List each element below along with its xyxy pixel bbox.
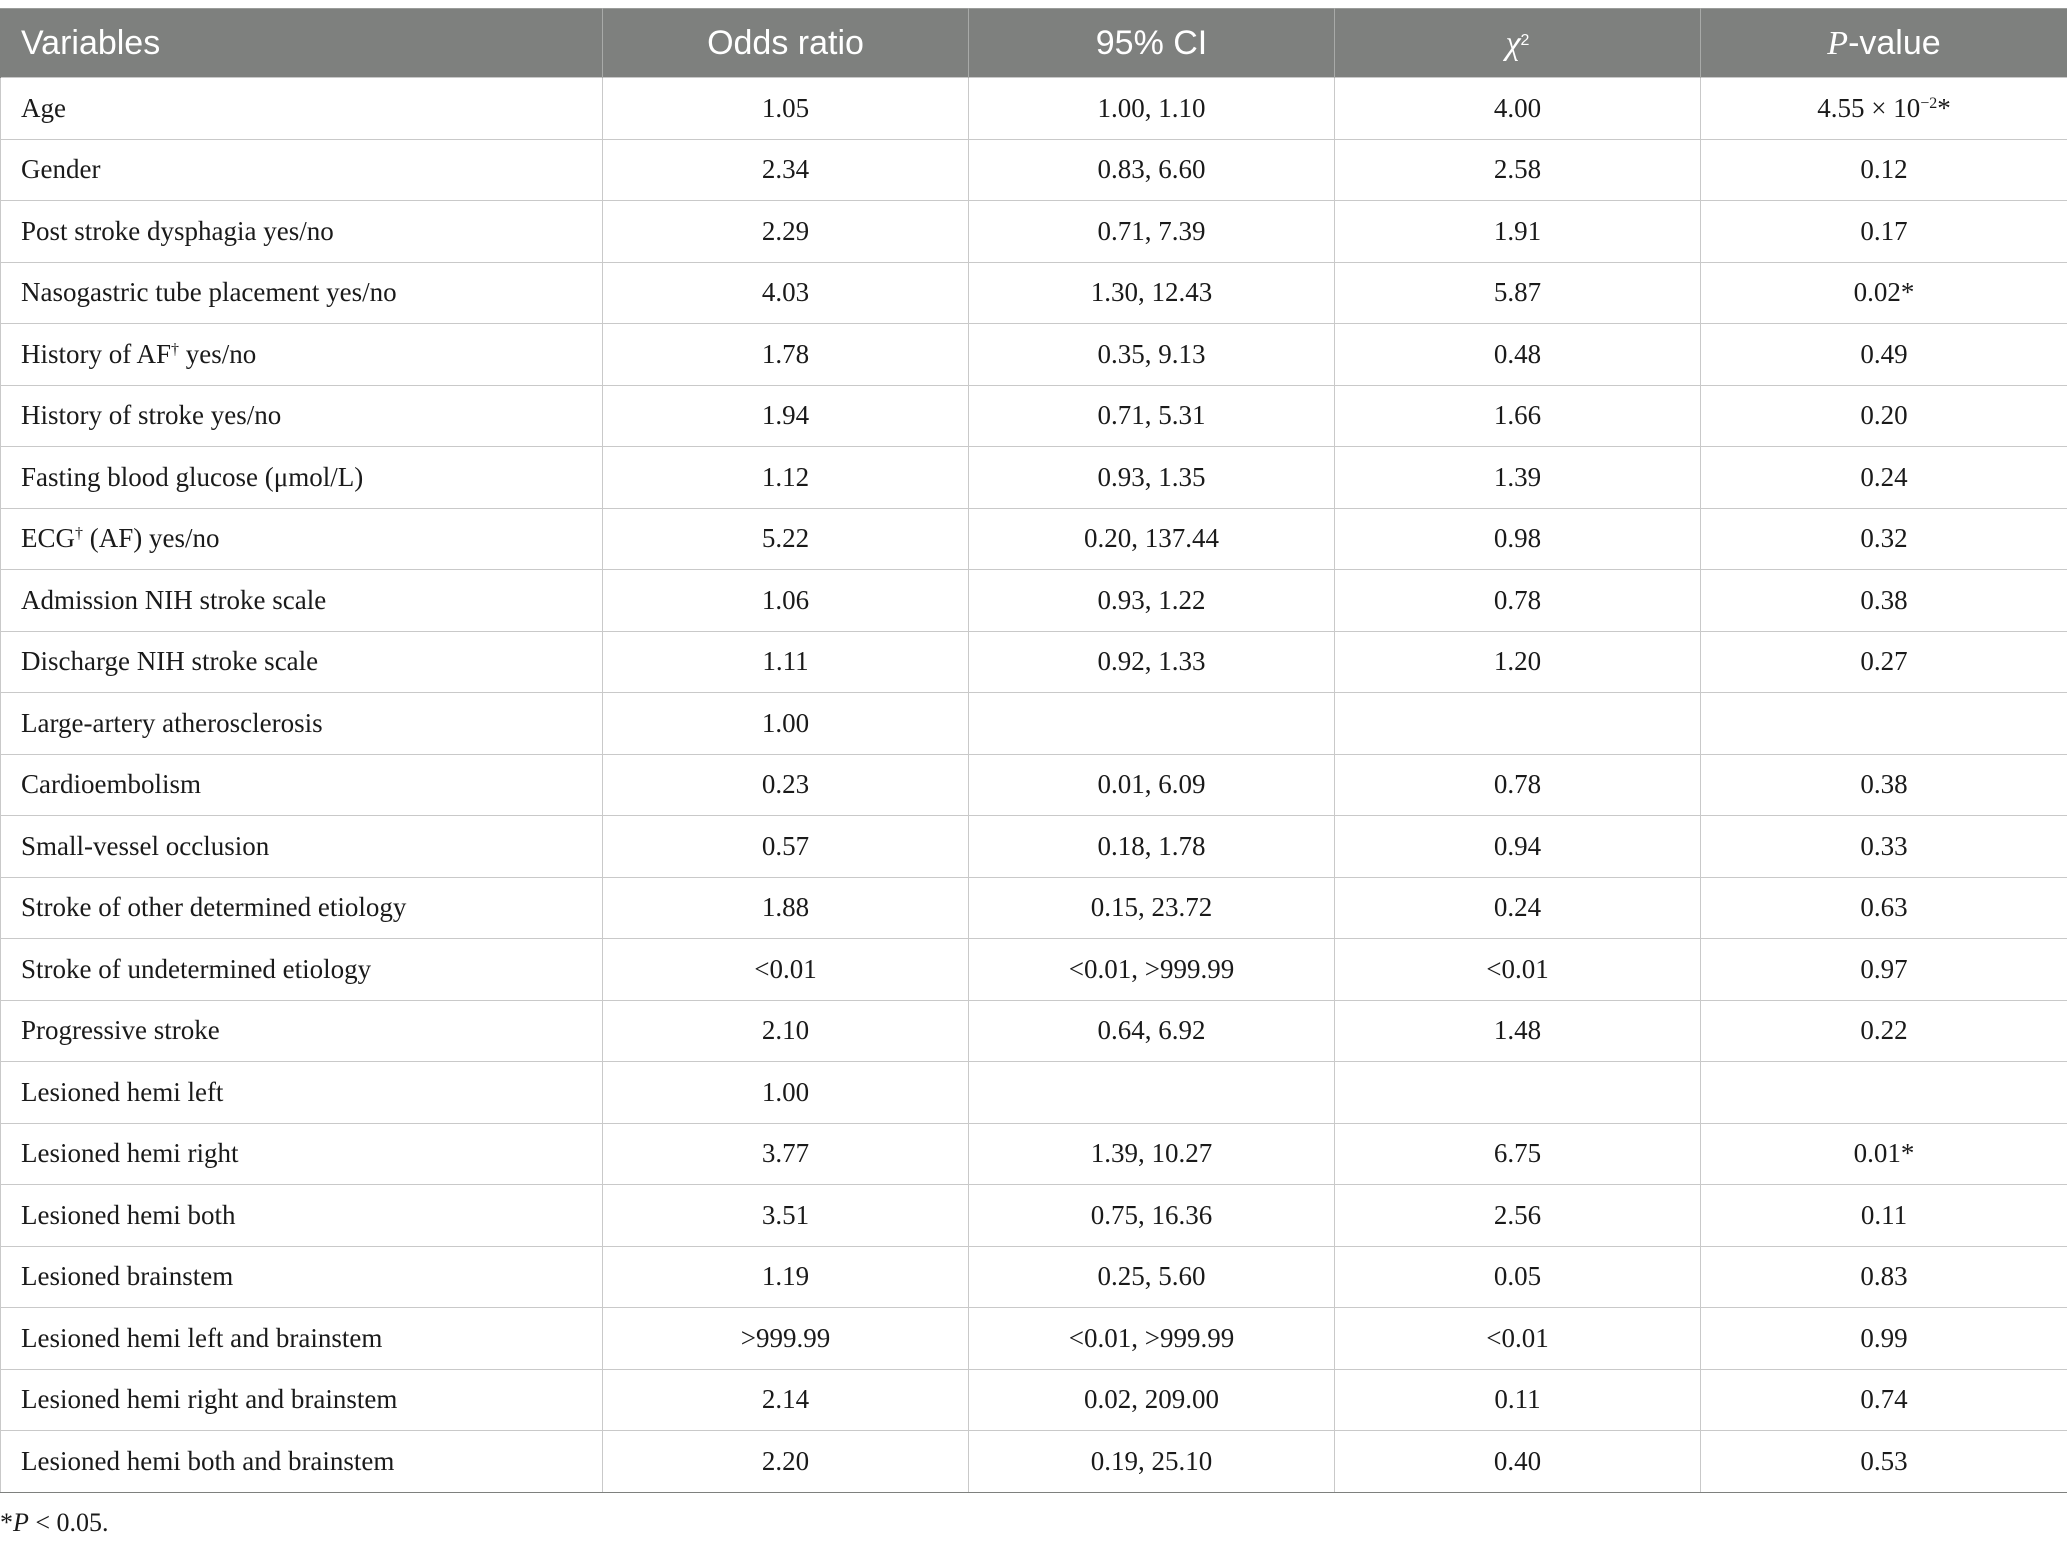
table-row [1, 1246, 2067, 1308]
header-chi-square [1335, 9, 1701, 78]
cell-p-value: 0.32 [1701, 508, 2067, 570]
cell-ci: 0.93, 1.35 [969, 447, 1335, 509]
cell-p-value [1701, 78, 2067, 140]
cell-variable: Nasogastric tube placement yes/no [1, 262, 603, 324]
cell-chi-square: 0.78 [1335, 570, 1701, 632]
cell-chi-square: 0.24 [1335, 877, 1701, 939]
cell-odds-ratio: 3.77 [603, 1123, 969, 1185]
cell-chi-square: 6.75 [1335, 1123, 1701, 1185]
p-value-base: 4.55 × 10 [1817, 92, 1921, 123]
variable-text-suffix: (AF) yes/no [83, 523, 220, 554]
cell-odds-ratio: 1.00 [603, 1062, 969, 1124]
cell-odds-ratio: 0.23 [603, 754, 969, 816]
cell-variable [1, 508, 603, 570]
cell-odds-ratio: 2.34 [603, 139, 969, 201]
table-row [1, 385, 2067, 447]
cell-odds-ratio: 0.57 [603, 816, 969, 878]
cell-odds-ratio: 1.88 [603, 877, 969, 939]
cell-p-value: 0.38 [1701, 754, 2067, 816]
chi-symbol: χ [1505, 24, 1521, 62]
cell-odds-ratio: 1.12 [603, 447, 969, 509]
cell-ci: 0.92, 1.33 [969, 631, 1335, 693]
cell-p-value: 0.22 [1701, 1000, 2067, 1062]
footnote-p-letter: P [13, 1508, 29, 1537]
table-row [1, 324, 2067, 386]
cell-variable: Fasting blood glucose (μmol/L) [1, 447, 603, 509]
cell-p-value: 0.02* [1701, 262, 2067, 324]
cell-odds-ratio: 1.19 [603, 1246, 969, 1308]
cell-ci: 0.75, 16.36 [969, 1185, 1335, 1247]
cell-odds-ratio: 4.03 [603, 262, 969, 324]
cell-p-value: 0.33 [1701, 816, 2067, 878]
cell-ci: <0.01, >999.99 [969, 1308, 1335, 1370]
cell-p-value [1701, 693, 2067, 755]
chi-superscript: 2 [1520, 31, 1530, 49]
cell-ci: 0.25, 5.60 [969, 1246, 1335, 1308]
cell-ci [969, 1062, 1335, 1124]
cell-ci: 1.00, 1.10 [969, 78, 1335, 140]
table-row [1, 631, 2067, 693]
cell-odds-ratio: 3.51 [603, 1185, 969, 1247]
cell-odds-ratio: 2.29 [603, 201, 969, 263]
footnote-text: < 0.05. [28, 1508, 109, 1537]
cell-odds-ratio: 2.14 [603, 1369, 969, 1431]
table-row [1, 1185, 2067, 1247]
significance-star: * [1937, 92, 1951, 123]
cell-odds-ratio: 1.78 [603, 324, 969, 386]
cell-chi-square: 0.11 [1335, 1369, 1701, 1431]
cell-variable: Discharge NIH stroke scale [1, 631, 603, 693]
cell-p-value: 0.01* [1701, 1123, 2067, 1185]
cell-variable: Lesioned hemi both [1, 1185, 603, 1247]
p-value-exponent: −2 [1920, 94, 1938, 112]
table-row [1, 1123, 2067, 1185]
table-row [1, 508, 2067, 570]
table-row [1, 877, 2067, 939]
dagger-superscript: † [75, 525, 83, 543]
table-header [1, 9, 2067, 78]
cell-p-value [1701, 1062, 2067, 1124]
cell-chi-square: 1.20 [1335, 631, 1701, 693]
table-row [1, 139, 2067, 201]
cell-chi-square: 1.48 [1335, 1000, 1701, 1062]
cell-variable: Small-vessel occlusion [1, 816, 603, 878]
cell-odds-ratio: 5.22 [603, 508, 969, 570]
cell-variable: Lesioned hemi right [1, 1123, 603, 1185]
footnote-star: * [0, 1508, 13, 1537]
cell-variable: Lesioned hemi left [1, 1062, 603, 1124]
cell-ci: 0.15, 23.72 [969, 877, 1335, 939]
cell-p-value: 0.11 [1701, 1185, 2067, 1247]
cell-chi-square: 4.00 [1335, 78, 1701, 140]
table-row [1, 201, 2067, 263]
cell-p-value: 0.63 [1701, 877, 2067, 939]
cell-p-value: 0.17 [1701, 201, 2067, 263]
table-row [1, 754, 2067, 816]
cell-p-value: 0.53 [1701, 1431, 2067, 1493]
cell-odds-ratio: 1.11 [603, 631, 969, 693]
table-row [1, 78, 2067, 140]
cell-chi-square: 0.05 [1335, 1246, 1701, 1308]
cell-ci: 0.20, 137.44 [969, 508, 1335, 570]
cell-ci: 0.35, 9.13 [969, 324, 1335, 386]
dagger-superscript: † [171, 340, 180, 358]
cell-p-value: 0.20 [1701, 385, 2067, 447]
cell-ci: 0.93, 1.22 [969, 570, 1335, 632]
table-row [1, 262, 2067, 324]
cell-p-value: 0.74 [1701, 1369, 2067, 1431]
header-odds-ratio: Odds ratio [603, 9, 969, 78]
cell-variable: Gender [1, 139, 603, 201]
cell-ci: 0.64, 6.92 [969, 1000, 1335, 1062]
table-row [1, 1062, 2067, 1124]
footnote [0, 1508, 109, 1538]
cell-chi-square: 0.40 [1335, 1431, 1701, 1493]
cell-variable: History of stroke yes/no [1, 385, 603, 447]
cell-ci: 0.19, 25.10 [969, 1431, 1335, 1493]
cell-ci: 1.39, 10.27 [969, 1123, 1335, 1185]
cell-chi-square: <0.01 [1335, 1308, 1701, 1370]
table-row [1, 447, 2067, 509]
cell-p-value: 0.27 [1701, 631, 2067, 693]
cell-chi-square: 0.98 [1335, 508, 1701, 570]
table-row [1, 1308, 2067, 1370]
table-row [1, 939, 2067, 1001]
cell-variable: Stroke of undetermined etiology [1, 939, 603, 1001]
cell-odds-ratio: 2.10 [603, 1000, 969, 1062]
cell-ci: 0.71, 5.31 [969, 385, 1335, 447]
cell-p-value: 0.99 [1701, 1308, 2067, 1370]
table-row [1, 1369, 2067, 1431]
cell-odds-ratio: <0.01 [603, 939, 969, 1001]
results-table [0, 8, 2067, 1493]
cell-ci: <0.01, >999.99 [969, 939, 1335, 1001]
cell-variable: Post stroke dysphagia yes/no [1, 201, 603, 263]
cell-variable: Admission NIH stroke scale [1, 570, 603, 632]
cell-chi-square: 5.87 [1335, 262, 1701, 324]
cell-chi-square: 2.56 [1335, 1185, 1701, 1247]
cell-chi-square [1335, 693, 1701, 755]
cell-ci: 0.02, 209.00 [969, 1369, 1335, 1431]
cell-variable [1, 324, 603, 386]
cell-variable: Cardioembolism [1, 754, 603, 816]
cell-ci [969, 693, 1335, 755]
cell-chi-square: 1.39 [1335, 447, 1701, 509]
table-row [1, 1431, 2067, 1493]
cell-chi-square: 0.48 [1335, 324, 1701, 386]
cell-ci: 1.30, 12.43 [969, 262, 1335, 324]
variable-text: History of AF [21, 338, 172, 369]
cell-odds-ratio: 1.94 [603, 385, 969, 447]
cell-p-value: 0.24 [1701, 447, 2067, 509]
cell-p-value: 0.38 [1701, 570, 2067, 632]
cell-odds-ratio: 2.20 [603, 1431, 969, 1493]
table-container [0, 8, 2067, 1493]
cell-variable: Progressive stroke [1, 1000, 603, 1062]
header-ci: 95% CI [969, 9, 1335, 78]
cell-chi-square: 1.66 [1335, 385, 1701, 447]
cell-p-value: 0.49 [1701, 324, 2067, 386]
cell-chi-square: 1.91 [1335, 201, 1701, 263]
table-body [1, 78, 2067, 1493]
cell-p-value: 0.83 [1701, 1246, 2067, 1308]
cell-variable: Large-artery atherosclerosis [1, 693, 603, 755]
cell-variable: Lesioned brainstem [1, 1246, 603, 1308]
variable-text-suffix: yes/no [179, 338, 257, 369]
cell-chi-square: <0.01 [1335, 939, 1701, 1001]
cell-odds-ratio: 1.00 [603, 693, 969, 755]
header-p-value [1701, 9, 2067, 78]
cell-variable: Stroke of other determined etiology [1, 877, 603, 939]
cell-ci: 0.71, 7.39 [969, 201, 1335, 263]
table-row [1, 816, 2067, 878]
cell-variable: Age [1, 78, 603, 140]
cell-ci: 0.83, 6.60 [969, 139, 1335, 201]
table-row [1, 570, 2067, 632]
cell-chi-square: 0.94 [1335, 816, 1701, 878]
table-row [1, 693, 2067, 755]
cell-odds-ratio: 1.05 [603, 78, 969, 140]
cell-variable: Lesioned hemi left and brainstem [1, 1308, 603, 1370]
cell-variable: Lesioned hemi right and brainstem [1, 1369, 603, 1431]
cell-ci: 0.01, 6.09 [969, 754, 1335, 816]
p-letter: P [1827, 24, 1849, 62]
cell-chi-square: 0.78 [1335, 754, 1701, 816]
cell-p-value: 0.12 [1701, 139, 2067, 201]
cell-chi-square [1335, 1062, 1701, 1124]
cell-odds-ratio: >999.99 [603, 1308, 969, 1370]
table-row [1, 1000, 2067, 1062]
cell-ci: 0.18, 1.78 [969, 816, 1335, 878]
p-value-suffix: -value [1848, 23, 1941, 62]
variable-text: ECG [21, 523, 75, 554]
header-row [1, 9, 2067, 78]
cell-p-value: 0.97 [1701, 939, 2067, 1001]
cell-variable: Lesioned hemi both and brainstem [1, 1431, 603, 1493]
cell-odds-ratio: 1.06 [603, 570, 969, 632]
header-variables: Variables [1, 9, 603, 78]
cell-chi-square: 2.58 [1335, 139, 1701, 201]
